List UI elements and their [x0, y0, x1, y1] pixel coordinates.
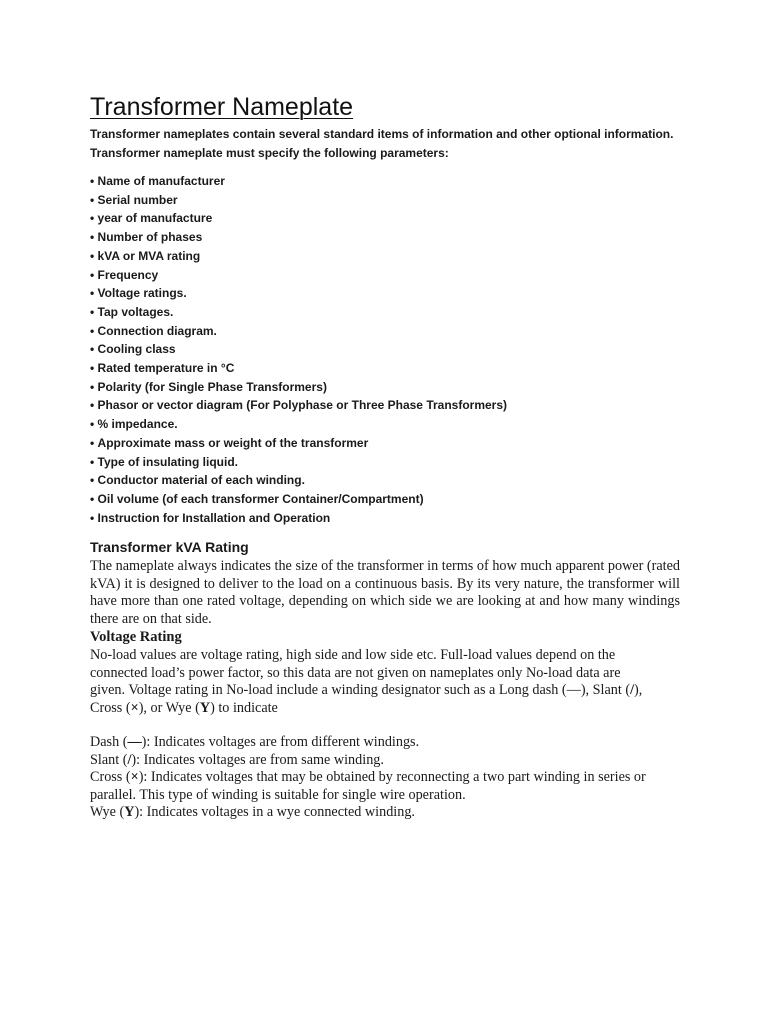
list-item: • Name of manufacturer — [90, 172, 507, 191]
definition-prefix: Cross ( — [90, 769, 131, 786]
definition-prefix: Dash ( — [90, 734, 128, 750]
dash-symbol: — — [127, 734, 142, 750]
parameter-list — [90, 172, 507, 527]
voltage-rating-heading: Voltage Rating — [90, 629, 182, 645]
paragraph-line — [90, 700, 680, 718]
intro-line: Transformer nameplates contain several standard items of information and other optional information. — [90, 127, 674, 141]
intro-line: Transformer nameplate must specify the following parameters: — [90, 146, 449, 160]
list-item: • Serial number — [90, 191, 507, 210]
designator-definitions — [90, 734, 680, 822]
text-run: ), Slant ( — [580, 682, 631, 699]
definition-dash — [90, 734, 680, 752]
list-item: • Instruction for Installation and Operation — [90, 509, 507, 528]
text-run: ), — [634, 682, 643, 699]
definition-slant — [90, 752, 680, 770]
list-item: • Frequency — [90, 266, 507, 285]
definition-prefix: Wye ( — [90, 804, 125, 821]
page-title: Transformer Nameplate — [90, 93, 354, 121]
definition-text: ): Indicates voltages in a wye connected winding. — [134, 804, 415, 821]
list-item: • Rated temperature in °C — [90, 359, 507, 378]
paragraph-line: connected load’s power factor, so this data are not given on nameplates only No-load data are — [90, 664, 621, 681]
slant-symbol: / — [630, 682, 635, 699]
intro-paragraph — [90, 125, 690, 163]
list-item: • Phasor or vector diagram (For Polyphase or Three Phase Transformers) — [90, 396, 507, 415]
list-item: • Type of insulating liquid. — [90, 453, 507, 472]
definition-text: ): Indicates voltages are from same winding. — [131, 751, 384, 768]
wye-symbol: Y — [124, 804, 135, 821]
list-item: • Number of phases — [90, 228, 507, 247]
definition-wye — [90, 804, 680, 822]
text-run: given. Voltage rating in No-load include a winding designator such as a Long dash ( — [90, 682, 567, 699]
definition-cross — [90, 769, 680, 804]
list-item: • % impedance. — [90, 415, 507, 434]
text-run: ), or Wye ( — [138, 699, 200, 716]
slant-symbol: / — [127, 751, 132, 768]
text-run: ) to indicate — [210, 699, 278, 716]
dash-symbol: — — [566, 682, 581, 699]
text-run: Cross ( — [90, 699, 131, 716]
list-item: • Connection diagram. — [90, 322, 507, 341]
cross-symbol: × — [130, 769, 139, 786]
definition-text: ): Indicates voltages are from different windings. — [141, 734, 420, 750]
list-item: • Oil volume (of each transformer Container/Compartment) — [90, 490, 507, 509]
list-item: • Conductor material of each winding. — [90, 471, 507, 490]
paragraph-line — [90, 682, 680, 700]
cross-symbol: × — [130, 699, 139, 716]
list-item: • Approximate mass or weight of the transformer — [90, 434, 507, 453]
definition-text: ): Indicates voltages that may be obtained by reconnecting a two part winding in series or parallel. This type of winding is suitable for single wire operation. — [90, 769, 646, 803]
list-item: • Polarity (for Single Phase Transformers) — [90, 378, 507, 397]
list-item: • Tap voltages. — [90, 303, 507, 322]
list-item: • Cooling class — [90, 340, 507, 359]
voltage-rating-paragraph — [90, 647, 680, 717]
kva-rating-paragraph: The nameplate always indicates the size of the transformer in terms of how much apparent power (rated kVA) it is designed to deliver to the load on a continuous basis. By its very nature, the transformer will have more than one rated voltage, depending on which side we are looking at and how many windings there are on that side. — [90, 558, 680, 627]
paragraph-line: No-load values are voltage rating, high side and low side etc. Full-load values depend on the — [90, 647, 616, 663]
definition-prefix: Slant ( — [90, 751, 128, 768]
list-item: • Voltage ratings. — [90, 284, 507, 303]
list-item: • year of manufacture — [90, 209, 507, 228]
kva-rating-heading: Transformer kVA Rating — [90, 539, 249, 555]
list-item: • kVA or MVA rating — [90, 247, 507, 266]
wye-symbol: Y — [199, 699, 211, 716]
